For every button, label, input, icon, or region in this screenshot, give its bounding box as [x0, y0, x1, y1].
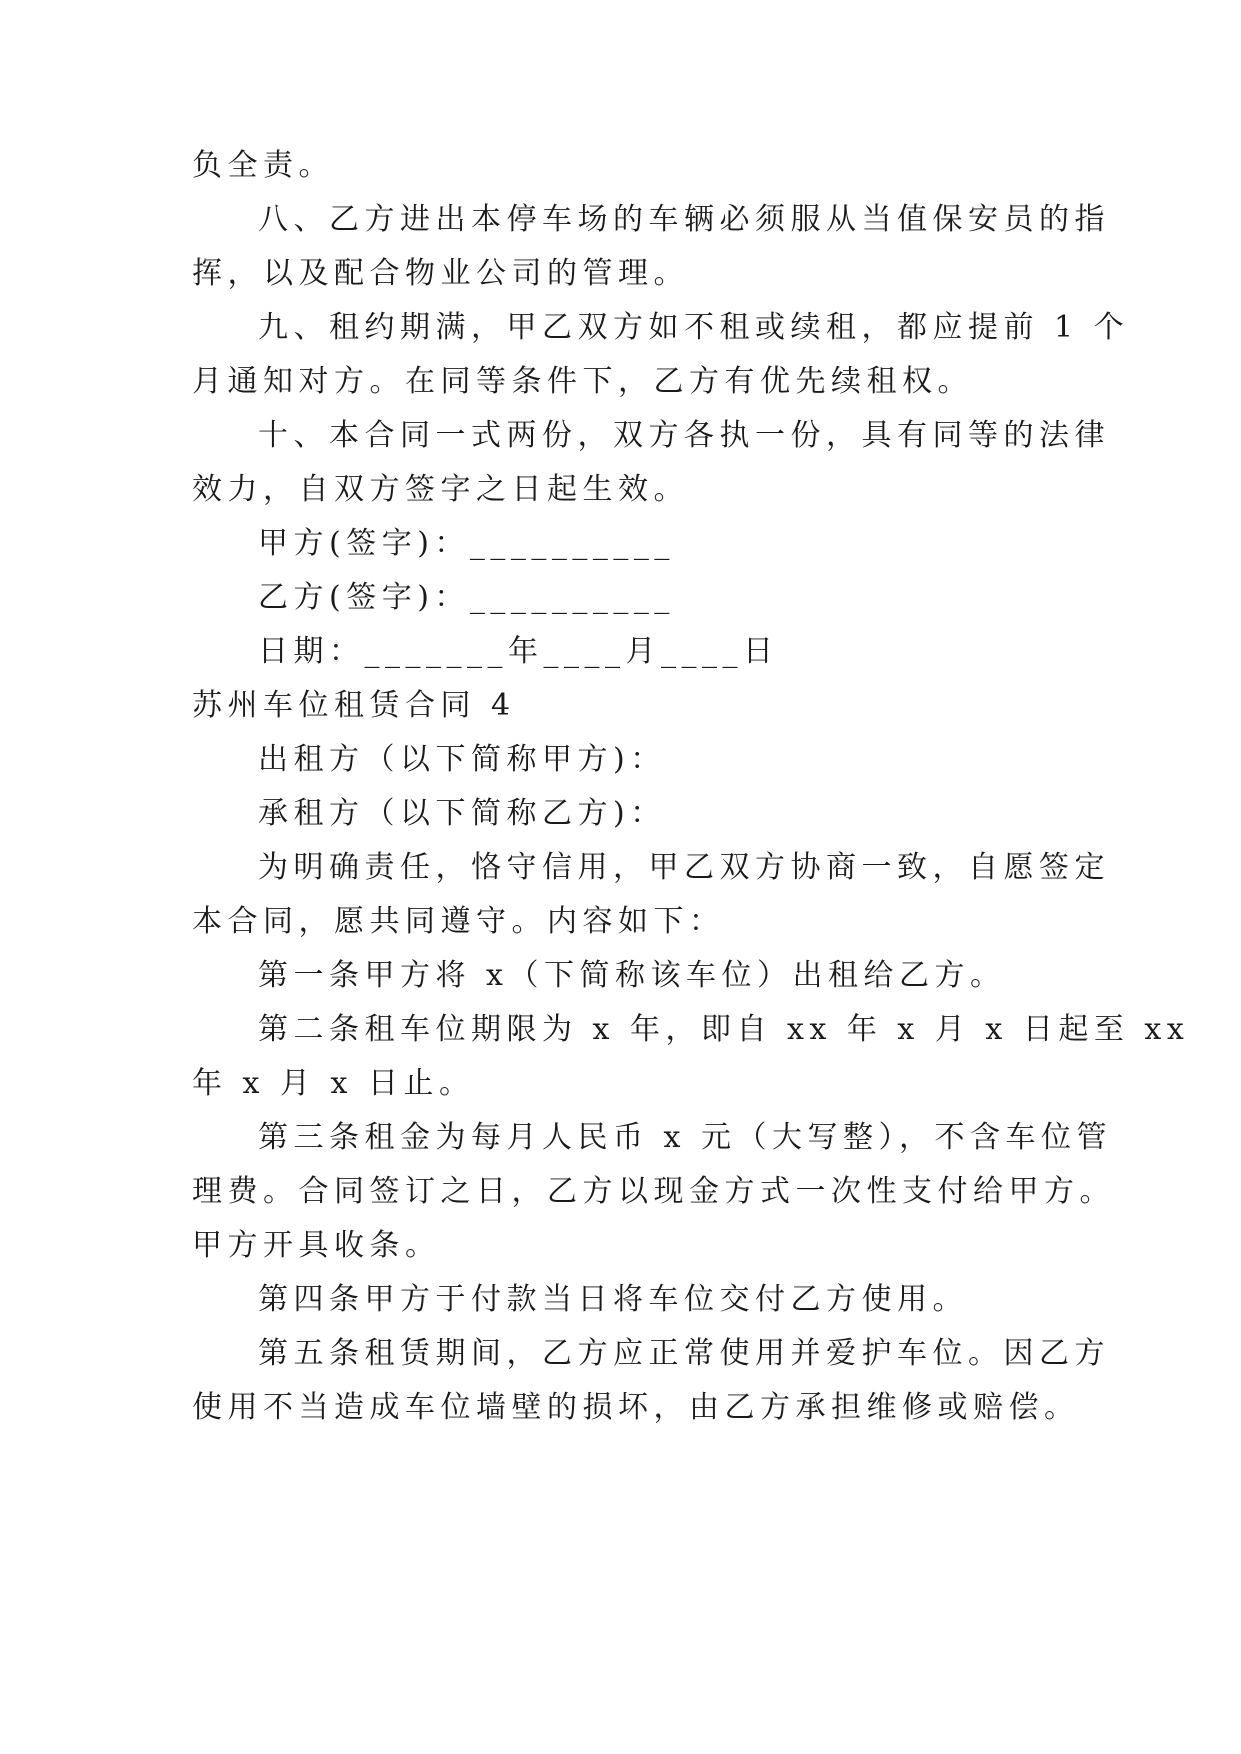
article-2-line-2: 年 x 月 x 日止。 [192, 1066, 475, 1101]
clause-9-line-1: 九、租约期满，甲乙双方如不租或续租，都应提前 1 个 [258, 310, 1130, 345]
article-5-line-2: 使用不当造成车位墙壁的损坏，由乙方承担维修或赔偿。 [192, 1390, 1080, 1425]
article-3-line-1: 第三条租金为每月人民币 x 元（大写整），不含车位管 [258, 1120, 1112, 1155]
contract-title: 苏州车位租赁合同 4 [192, 688, 516, 723]
preamble-line-2: 本合同，愿共同遵守。内容如下： [192, 904, 725, 939]
lessee-line: 承租方（以下简称乙方)： [258, 796, 666, 831]
article-5-line-1: 第五条租赁期间，乙方应正常使用并爱护车位。因乙方 [258, 1336, 1110, 1371]
article-1: 第一条甲方将 x（下简称该车位）出租给乙方。 [258, 958, 1006, 993]
clause-10-line-2: 效力，自双方签字之日起生效。 [192, 472, 689, 507]
article-4: 第四条甲方于付款当日将车位交付乙方使用。 [258, 1282, 968, 1317]
clause-8-line-1: 八、乙方进出本停车场的车辆必须服从当值保安员的指 [258, 202, 1110, 237]
clause-9-line-2: 月通知对方。在同等条件下，乙方有优先续租权。 [192, 364, 973, 399]
lessor-line: 出租方（以下简称甲方)： [258, 742, 666, 777]
article-2-line-1: 第二条租车位期限为 x 年，即自 xx 年 x 月 x 日起至 xx [258, 1012, 1190, 1047]
text-line: 负全责。 [192, 148, 334, 183]
party-a-signature: 甲方(签字)：__________ [258, 526, 675, 561]
article-3-line-3: 甲方开具收条。 [192, 1228, 441, 1263]
article-3-line-2: 理费。合同签订之日，乙方以现金方式一次性支付给甲方。 [192, 1174, 1115, 1209]
signature-date: 日期：_______年____月____日 [258, 634, 779, 669]
preamble-line-1: 为明确责任，恪守信用，甲乙双方协商一致，自愿签定 [258, 850, 1110, 885]
party-b-signature: 乙方(签字)：__________ [258, 580, 675, 615]
clause-8-line-2: 挥，以及配合物业公司的管理。 [192, 256, 689, 291]
clause-10-line-1: 十、本合同一式两份，双方各执一份，具有同等的法律 [258, 418, 1110, 453]
